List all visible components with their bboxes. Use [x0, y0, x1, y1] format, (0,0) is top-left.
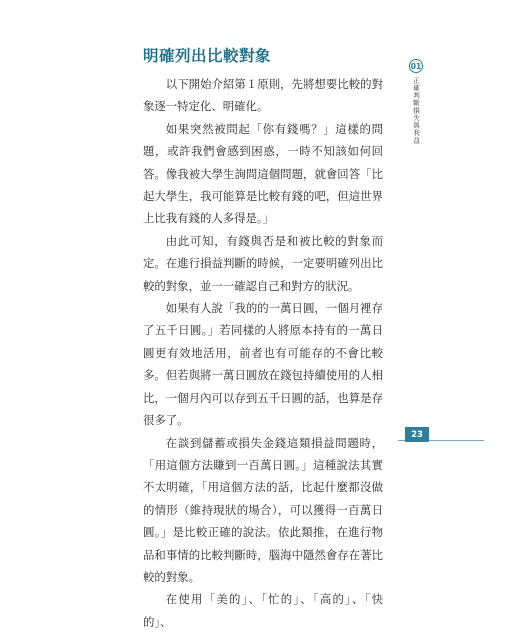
paragraph: 在談到儲蓄或損失金錢這類損益問題時，「用這個方法賺到一百萬日圓。」這種說法其實不太明確，「用這個方法的話，比起什麼都沒做的情形（維持現狀的場合），可以獲得一百萬日圓。」是比較正確的說法。依此類推，在進行物品和事情的比較判斷時，腦海中隱然會存在著比較的對象。 — [143, 435, 383, 584]
paragraph: 由此可知，有錢與否是和被比較的對象而定。在進行損益判斷的時候，一定要明確列出比較的對象，並一一確認自己和對方的狀況。 — [143, 233, 383, 293]
chapter-number-badge: 01 — [409, 59, 423, 73]
paragraph: 如果有人說「我的的一萬日圓，一個月裡存了五千日圓。」若同樣的人將原本持有的一萬日圓更有效地活用，前者也有可能存的不會比較多。但若與將一萬日圓放在錢包持續使用的人相比，一個月內可以存到五千日圓的話，也算是存很多了。 — [143, 301, 383, 428]
section-heading: 明確列出比較對象 — [143, 47, 272, 65]
body-text — [143, 73, 383, 633]
chapter-title: 正確判斷損失與利益 — [412, 77, 420, 145]
paragraph: 如果突然被問起「你有錢嗎？」這樣的問題，或許我們會感到困惑，一時不知該如何回答。像我被大學生詢問這個問題，就會回答「比起大學生，我可能算是比較有錢的吧，但這世界上比我有錢的人多得是。」 — [143, 121, 383, 226]
paragraph: 以下開始介紹第１原則，先將想要比較的對象逐一特定化、明確化。 — [143, 77, 383, 114]
chapter-side-tab — [408, 59, 424, 145]
paragraph: 在使用「美的」、「忙的」、「高的」、「快的」、 — [143, 592, 383, 629]
page-number: 23 — [405, 427, 429, 442]
